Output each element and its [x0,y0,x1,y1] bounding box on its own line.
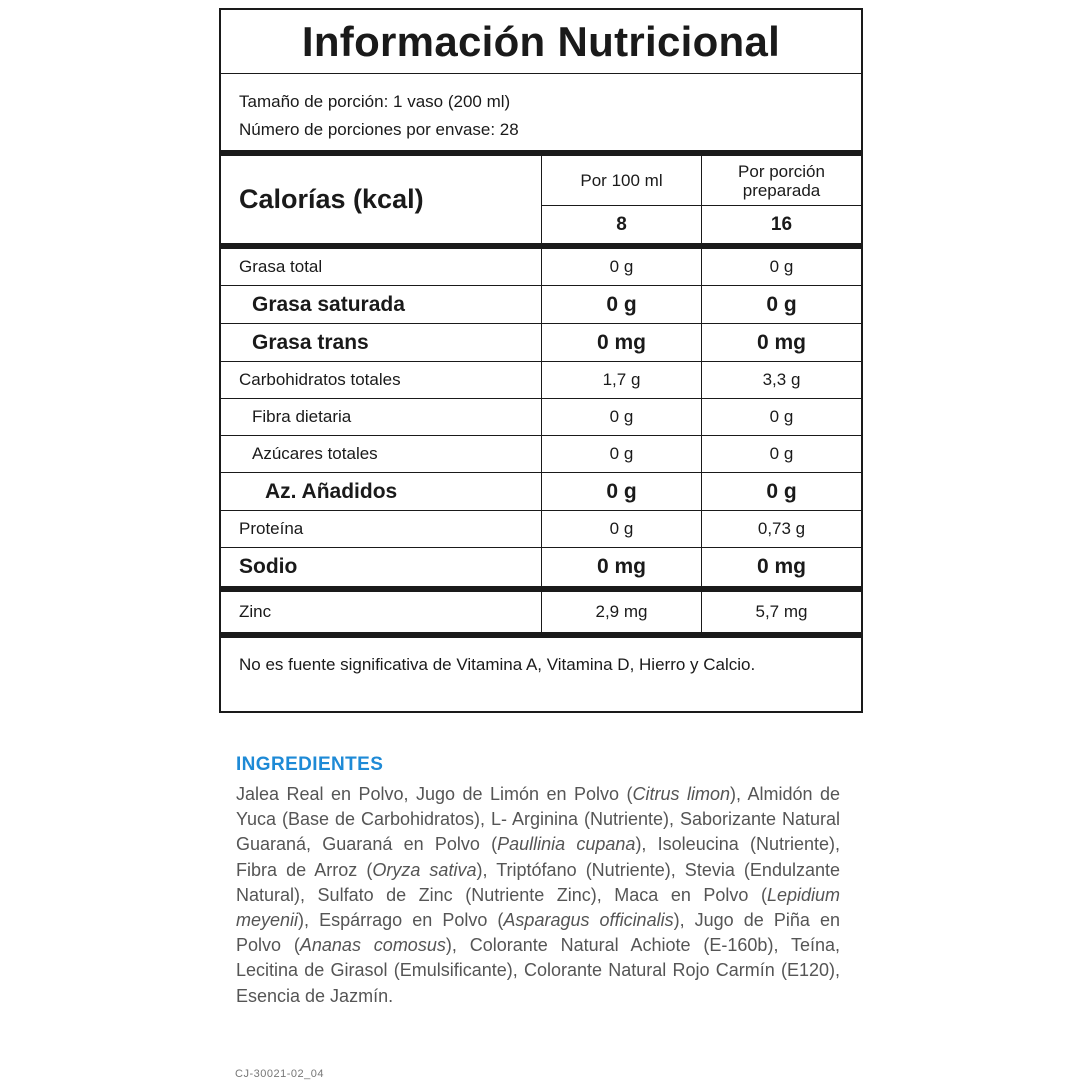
ingredients-scientific-name: Lepidium meyenii [236,884,840,931]
nutrient-per-100ml: 0 g [541,399,701,435]
nutrient-row-sodio [221,548,861,586]
nutrient-per-serving: 0,73 g [701,511,861,547]
calories-block [221,156,861,243]
nutrient-row-grasa-trans [221,324,861,362]
nutrient-per-100ml: 0 mg [541,548,701,586]
nutrient-per-serving: 0 g [701,399,861,435]
nutrient-per-100ml: 0 g [541,511,701,547]
nutrient-label: Fibra dietaria [252,407,352,426]
nutrient-row-grasa-total [221,249,861,286]
ingredients-scientific-name: Paullinia cupana [497,834,636,855]
nutrient-per-100ml: 0 mg [541,324,701,361]
panel-title: Información Nutricional [221,10,861,74]
nutrient-per-serving: 0 g [701,286,861,323]
column-header-100ml: Por 100 ml [542,156,701,206]
nutrient-label: Grasa saturada [252,292,405,316]
nutrient-label: Grasa total [239,257,323,276]
nutrient-per-100ml: 0 g [541,473,701,510]
nutrient-per-serving: 0 g [701,473,861,510]
nutrient-row-zinc [221,592,861,632]
ingredients-scientific-name: Oryza sativa [372,859,477,880]
nutrient-row-fibra [221,399,861,436]
nutrient-label: Proteína [239,519,304,538]
ingredients-scientific-name: Citrus limon [632,784,730,804]
nutrient-per-serving: 3,3 g [701,362,861,398]
nutrient-per-serving: 0 g [701,436,861,472]
ingredients-part: ), Espárrago en Polvo ( [298,910,504,931]
serving-info [221,74,861,150]
nutrient-per-100ml: 1,7 g [541,362,701,398]
servings-per-container: Número de porciones por envase: 28 [239,120,519,139]
nutrient-table-main [221,249,861,586]
ingredients-part: ), Jugo de Piña en Polvo ( [236,910,840,956]
ingredients-text [236,782,840,1009]
nutrient-label: Sodio [239,555,298,578]
nutrient-label: Azúcares totales [252,444,378,463]
ingredients-part: ), Triptófano (Nutriente), Stevia (Endulzante Natural), Sulfato de Zinc (Nutriente Zinc), Maca en Polvo ( [236,859,840,905]
ingredients-part: ), Colorante Natural Achiote (E-160b), Teína, Lecitina de Girasol (Emulsificante), Colorante Natural Rojo Carmín (E120), Esencia de Jazmín. [236,935,841,1006]
nutrient-row-proteina [221,511,861,548]
calories-label: Calorías (kcal) [239,184,424,214]
nutrient-per-serving: 0 mg [701,324,861,361]
nutrient-label: Zinc [239,602,272,621]
nutrient-row-carbohidratos [221,362,861,399]
calories-per-serving: 16 [770,213,793,235]
product-code: CJ-30021-02_04 [235,1068,324,1080]
calories-per-100ml: 8 [616,213,627,235]
nutrient-per-serving: 0 g [701,249,861,285]
ingredients-part: ), Almidón de Yuca (Base de Carbohidratos), L- Arginina (Nutriente), Saborizante Natural Guaraná, Guaraná en Polvo ( [236,784,840,855]
column-header-serving: Por porción preparada [702,156,861,206]
ingredients-part: ), Isoleucina (Nutriente), Fibra de Arroz ( [236,834,840,880]
ingredients-heading: INGREDIENTES [236,754,384,775]
ingredients-scientific-name: Ananas comosus [299,935,446,956]
nutrient-per-100ml: 0 g [541,436,701,472]
calories-col-serving [701,156,861,243]
nutrient-per-100ml: 2,9 mg [541,592,701,632]
ingredients-part: Jalea Real en Polvo, Jugo de Limón en Polvo ( [236,784,633,804]
nutrient-per-100ml: 0 g [541,286,701,323]
nutrient-row-azucares [221,436,861,473]
nutrient-label: Carbohidratos totales [239,370,401,389]
nutrient-label: Grasa trans [252,330,369,354]
calories-col-100ml [541,156,701,243]
nutrient-row-anadidos [221,473,861,511]
nutrition-facts-panel [219,8,863,713]
nutrient-per-serving: 0 mg [701,548,861,586]
nutrient-row-grasa-saturada [221,286,861,324]
nutrient-per-serving: 5,7 mg [701,592,861,632]
nutrient-table-minerals [221,592,861,632]
panel-footnote: No es fuente significativa de Vitamina A, Vitamina D, Hierro y Calcio. [239,655,756,674]
nutrient-per-100ml: 0 g [541,249,701,285]
nutrient-label: Az. Añadidos [265,479,398,503]
serving-size: Tamaño de porción: 1 vaso (200 ml) [239,92,511,111]
ingredients-scientific-name: Asparagus officinalis [503,910,674,931]
